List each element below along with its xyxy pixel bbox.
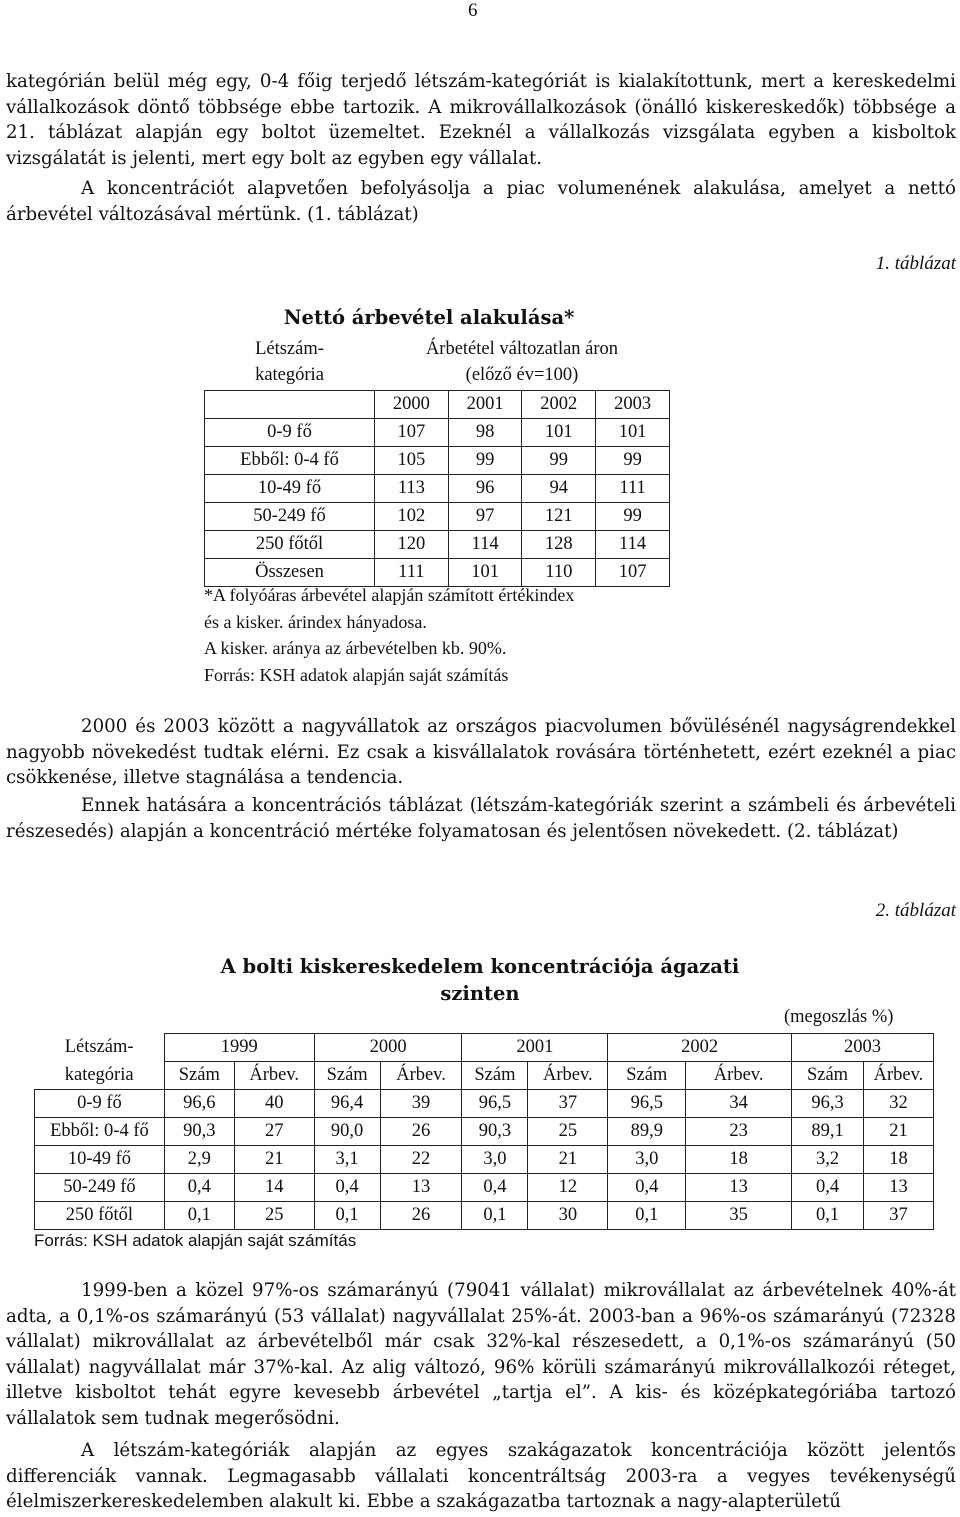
table2-cell: 18: [686, 1146, 792, 1174]
table2-cell: 32: [863, 1090, 933, 1118]
table1-row-label: 0-9 fő: [205, 419, 375, 447]
table1-cell: 120: [375, 531, 449, 559]
table2-sub-szam: Szám: [608, 1062, 686, 1090]
table1-blank-cell: [205, 391, 375, 419]
table1-year: 2001: [448, 391, 522, 419]
table2-row-label: 10-49 fő: [35, 1146, 165, 1174]
table1-group-header-line1: Árbetétel változatlan áron: [425, 339, 619, 359]
table1-row-label: Összesen: [205, 559, 375, 587]
table2-row: [35, 1174, 934, 1202]
table1-cell: 111: [375, 559, 449, 587]
table1-row: [205, 531, 670, 559]
table2-col1-header: kategória: [64, 1064, 134, 1085]
table2-cell: 90,0: [314, 1118, 380, 1146]
table2-cell: 0,1: [792, 1202, 864, 1230]
paragraph-5: 1999-ben a közel 97%-os számarányú (79041 vállalat) mikrovállalat az árbevételnek 40%-át adta, a 0,1%-os számarányú (53 vállalat) nagyvállalat 25%-át. 2003-ban a 96%-os számarányú (72328 vállalat) mikrovállalat az árbevételből már csak 32%-kal részesedett, a 0,1%-os számarányú (50 vállalat) nagyvállalat már 37%-kal. Az alig változó, 96% körüli számarányú mikrovállalkozói réteget, illetve kisboltot tehát egyre kevesebb árbevétel „tartja el”. A kis- és középkategóriába tartozó vállalatok sem tudnak megerősödni.: [6, 1280, 956, 1429]
table2-sub-arbev: Árbev.: [528, 1062, 608, 1090]
table1-cell: 114: [596, 531, 670, 559]
table2-title-line2: szinten: [440, 982, 520, 1005]
table2-cell: 0,4: [608, 1174, 686, 1202]
table2-cell: 25: [528, 1118, 608, 1146]
table2-header-sub: [35, 1062, 934, 1090]
table2: [34, 1033, 934, 1230]
table2-cell: 2,9: [164, 1146, 234, 1174]
table2-year: 2003: [792, 1034, 934, 1062]
table2-cell: 0,1: [608, 1202, 686, 1230]
table1-cell: 110: [522, 559, 596, 587]
table1-cell: 101: [522, 419, 596, 447]
table1-cell: 101: [448, 559, 522, 587]
table2-cell: 96,4: [314, 1090, 380, 1118]
table2-cell: 40: [234, 1090, 314, 1118]
table2-cell: 13: [686, 1174, 792, 1202]
table1-col1-header-line2: kategória: [255, 365, 324, 385]
paragraph-4: Ennek hatására a koncentrációs táblázat (létszám-kategóriák szerint a számbeli és árbevételi részesedés) alapján a koncentráció mértéke folyamatosan és jelentősen növekedett. (2. táblázat): [6, 795, 956, 842]
table1: [204, 334, 670, 587]
table2-row: [35, 1202, 934, 1230]
table1-row-label: 50-249 fő: [205, 503, 375, 531]
table1-cell: 128: [522, 531, 596, 559]
table2-cell: 14: [234, 1174, 314, 1202]
table2-cell: 39: [380, 1090, 462, 1118]
table2-cell: 96,5: [608, 1090, 686, 1118]
table2-cell: 0,4: [462, 1174, 528, 1202]
table1-cell: 101: [596, 419, 670, 447]
table2-row-label: Ebből: 0-4 fő: [35, 1118, 165, 1146]
table2-cell: 0,4: [314, 1174, 380, 1202]
table2-cell: 26: [380, 1202, 462, 1230]
table2-year: 2002: [608, 1034, 792, 1062]
table1-col1-header: [205, 334, 375, 391]
page-number: 6: [468, 0, 478, 21]
table2-cell: 0,4: [164, 1174, 234, 1202]
table1-row-label: 250 főtől: [205, 531, 375, 559]
table2-cell: 13: [863, 1174, 933, 1202]
table1-note: *A folyóáras árbevétel alapján számított értékindex: [204, 585, 575, 605]
table2-year: 1999: [164, 1034, 314, 1062]
table2-caption: 2. táblázat: [875, 900, 956, 921]
table2-cell: 12: [528, 1174, 608, 1202]
table2-row-label: 50-249 fő: [35, 1174, 165, 1202]
table2-cell: 3,1: [314, 1146, 380, 1174]
table2-cell: 96,6: [164, 1090, 234, 1118]
table2-cell: 96,5: [462, 1090, 528, 1118]
table2-cell: 34: [686, 1090, 792, 1118]
table1-caption: 1. táblázat: [875, 253, 956, 274]
table2-cell: 21: [863, 1118, 933, 1146]
table1-cell: 102: [375, 503, 449, 531]
table2-sub-arbev: Árbev.: [380, 1062, 462, 1090]
table1-cell: 114: [448, 531, 522, 559]
table1-col1-header-line1: Létszám-: [255, 339, 324, 359]
table2-sub-arbev: Árbev.: [234, 1062, 314, 1090]
table2-cell: 37: [863, 1202, 933, 1230]
table1-year: 2002: [522, 391, 596, 419]
table1-year: 2000: [375, 391, 449, 419]
table2-row-label: 0-9 fő: [35, 1090, 165, 1118]
table1-cell: 96: [448, 475, 522, 503]
table2-header-years: [35, 1034, 934, 1062]
table2-cell: 3,0: [608, 1146, 686, 1174]
table2-cell: 0,1: [314, 1202, 380, 1230]
table2-cell: 18: [863, 1146, 933, 1174]
table1-cell: 98: [448, 419, 522, 447]
table1-cell: 99: [448, 447, 522, 475]
table2-year: 2001: [462, 1034, 608, 1062]
table1-cell: 97: [448, 503, 522, 531]
table2-row-label: 250 főtől: [35, 1202, 165, 1230]
paragraph-1: kategórián belül még egy, 0-4 főig terjedő létszám-kategóriát is kialakítottunk, mert a kereskedelmi vállalkozások döntő többsége ebbe tartozik. A mikrovállalkozások (önálló kiskereskedők) többsége a 21. táblázat alapján egy boltot üzemeltet. Ezeknél a vállalkozás vizsgálata egyben a kisboltok vizsgálatát is jelenti, mert egy bolt az egyben egy vállalat.: [6, 71, 956, 169]
table2-row: [35, 1090, 934, 1118]
paragraph-6: A létszám-kategóriák alapján az egyes szakágazatok koncentrációja között jelentős differenciák vannak. Legmagasabb vállalati koncentráltság 2003-ra a vegyes tevékenységű élelmiszerkereskedelemben alakult ki. Ebbe a szakágazatba tartoznak a nagy-alapterületű: [6, 1440, 956, 1513]
table1-row: [205, 447, 670, 475]
table2-cell: 90,3: [164, 1118, 234, 1146]
table2-sub-szam: Szám: [792, 1062, 864, 1090]
table1-cell: 105: [375, 447, 449, 475]
table1-row: [205, 475, 670, 503]
table2-cell: 13: [380, 1174, 462, 1202]
table2-cell: 96,3: [792, 1090, 864, 1118]
table2-cell: 89,1: [792, 1118, 864, 1146]
table1-cell: 121: [522, 503, 596, 531]
table1-group-header: [375, 334, 670, 391]
table2-sub-arbev: Árbev.: [686, 1062, 792, 1090]
table2-sub-szam: Szám: [314, 1062, 380, 1090]
table2-col1-header: Létszám-: [64, 1037, 134, 1057]
table2-cell: 35: [686, 1202, 792, 1230]
table1-year: 2003: [596, 391, 670, 419]
table1-source: Forrás: KSH adatok alapján saját számítás: [204, 664, 509, 685]
table1-note: és a kisker. árindex hányadosa.: [204, 611, 427, 632]
table2-cell: 37: [528, 1090, 608, 1118]
table2-cell: 3,0: [462, 1146, 528, 1174]
table2-cell: 22: [380, 1146, 462, 1174]
paragraph-2: A koncentrációt alapvetően befolyásolja a piac volumenének alakulása, amelyet a nettó árbevétel változásával mértünk. (1. táblázat): [6, 178, 956, 225]
table1-row: [205, 419, 670, 447]
table1-note: A kisker. aránya az árbevételben kb. 90%.: [204, 638, 507, 658]
table1-cell: 107: [596, 559, 670, 587]
table2-unit: (megoszlás %): [784, 1007, 894, 1027]
table2-cell: 27: [234, 1118, 314, 1146]
table1-cell: 99: [596, 503, 670, 531]
table2-cell: 23: [686, 1118, 792, 1146]
table2-cell: 0,1: [164, 1202, 234, 1230]
table2-cell: 89,9: [608, 1118, 686, 1146]
table2-sub-szam: Szám: [164, 1062, 234, 1090]
table2-cell: 21: [528, 1146, 608, 1174]
table1-cell: 113: [375, 475, 449, 503]
table1-title: Nettó árbevétel alakulása*: [283, 306, 575, 329]
table2-title-line1: A bolti kiskereskedelem koncentrációja ágazati: [220, 955, 740, 978]
table1-cell: 94: [522, 475, 596, 503]
table2-year: 2000: [314, 1034, 462, 1062]
table1-notes: [204, 582, 574, 688]
table2-sub-szam: Szám: [462, 1062, 528, 1090]
table1-cell: 107: [375, 419, 449, 447]
table2-cell: 0,4: [792, 1174, 864, 1202]
table1-row-label: Ebből: 0-4 fő: [205, 447, 375, 475]
table2-cell: 0,1: [462, 1202, 528, 1230]
table2-cell: 25: [234, 1202, 314, 1230]
table2-sub-arbev: Árbev.: [863, 1062, 933, 1090]
table2-title: [190, 953, 770, 1007]
table1-cell: 99: [596, 447, 670, 475]
table1-cell: 99: [522, 447, 596, 475]
table2-source: Forrás: KSH adatok alapján saját számítás: [34, 1231, 357, 1250]
table2-cell: 26: [380, 1118, 462, 1146]
paragraph-3: 2000 és 2003 között a nagyvállatok az országos piacvolumen bővülésénél nagyságrendekkel nagyobb növekedést tudtak elérni. Ez csak a kisvállalatok rovására történhetett, ezért ezeknél a piac csökkenése, illetve stagnálása a tendencia.: [6, 716, 956, 789]
table1-years-row: [205, 391, 670, 419]
table2-cell: 90,3: [462, 1118, 528, 1146]
table2-cell: 3,2: [792, 1146, 864, 1174]
table1-group-header-line2: (előző év=100): [465, 365, 579, 385]
table2-cell: 30: [528, 1202, 608, 1230]
table1-row: [205, 503, 670, 531]
table1-cell: 111: [596, 475, 670, 503]
table1-row-label: 10-49 fő: [205, 475, 375, 503]
table2-row: [35, 1146, 934, 1174]
table2-cell: 21: [234, 1146, 314, 1174]
table2-row: [35, 1118, 934, 1146]
